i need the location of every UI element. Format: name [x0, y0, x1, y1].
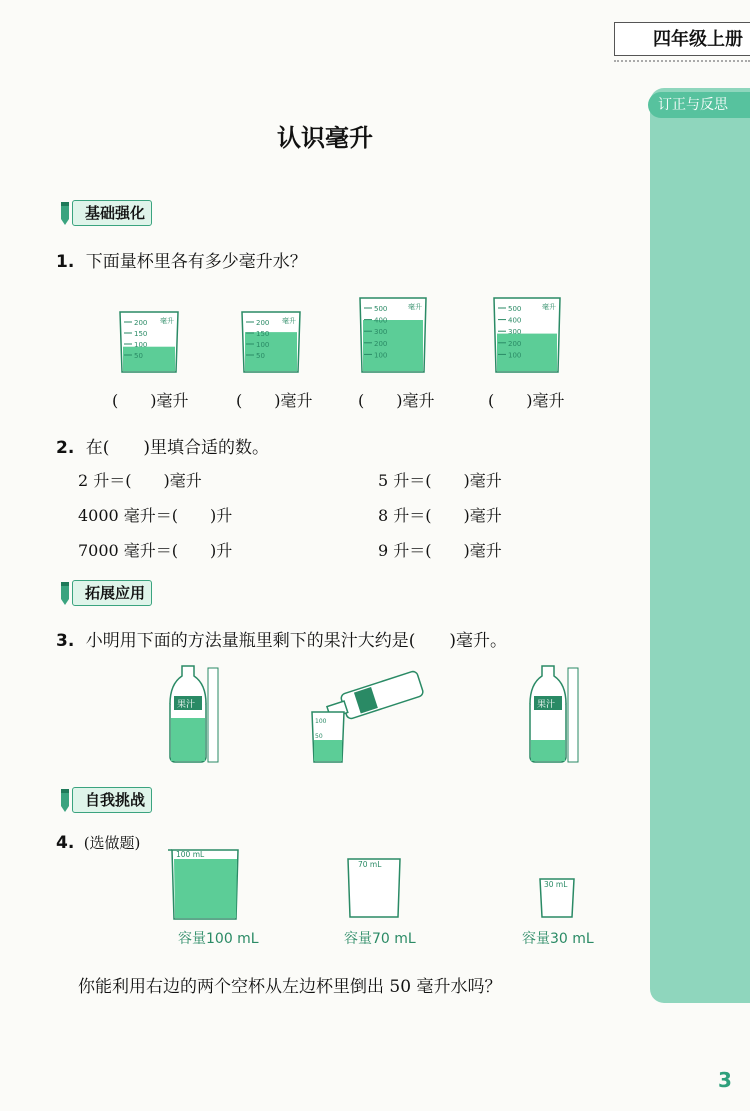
section-label: 基础强化 [72, 200, 152, 226]
pencil-icon [58, 787, 72, 813]
section-label: 拓展应用 [72, 580, 152, 606]
cup-70ml [348, 859, 400, 917]
q4-number: 4. [56, 833, 75, 853]
cup-caption-70: 容量70 mL [344, 931, 416, 947]
unit-label: 毫升 [282, 317, 296, 325]
tick-label: 200 [256, 319, 270, 327]
tick-label: 200 [374, 339, 388, 348]
q2-left-3: 7000 毫升＝( )升 [78, 541, 233, 560]
tick-label: 100 [374, 351, 388, 360]
unit-label: 毫升 [408, 303, 422, 311]
cup-label: 30 mL [544, 880, 568, 889]
q1-answer-3: ( )毫升 [358, 391, 435, 410]
tick-label: 100 [256, 341, 270, 349]
tick-label: 400 [508, 316, 522, 325]
small-measuring-cup [312, 712, 344, 762]
tick-label: 150 [134, 330, 148, 338]
bottle-label: 果汁 [537, 700, 556, 710]
q1-cups [110, 292, 600, 382]
q2-left-2: 4000 毫升＝( )升 [78, 506, 233, 525]
review-panel [650, 88, 750, 1003]
q2-right-2: 8 升＝( )毫升 [378, 506, 502, 525]
measuring-cup [360, 298, 426, 372]
tick-label: 400 [374, 316, 388, 325]
q2-right-3: 9 升＝( )毫升 [378, 541, 502, 560]
q1-number: 1. [56, 252, 75, 272]
section-challenge [58, 787, 152, 813]
unit-label: 毫升 [160, 317, 174, 325]
cup-caption-100: 容量100 mL [178, 931, 259, 947]
water-level [123, 347, 175, 371]
cup-tick: 50 [315, 733, 323, 740]
page-number: 3 [718, 1068, 732, 1092]
tick-label: 50 [134, 352, 143, 360]
q4-note: (选做题) [83, 834, 141, 852]
cup-label: 70 mL [358, 860, 382, 869]
tick-label: 500 [508, 305, 522, 313]
tick-label: 500 [374, 305, 388, 313]
q4-cups [160, 845, 600, 925]
q2-number: 2. [56, 438, 75, 458]
tick-label: 300 [374, 328, 388, 337]
cup-label: 100 mL [176, 850, 205, 859]
grade-header: 四年级上册 [614, 22, 750, 56]
q4-line [56, 832, 140, 853]
q3-number: 3. [56, 631, 75, 651]
q1-line [56, 247, 307, 272]
tick-label: 150 [256, 330, 270, 338]
q3-illustration [160, 660, 600, 770]
water-level [363, 320, 423, 371]
water-level [245, 332, 297, 371]
q1-answer-2: ( )毫升 [236, 391, 313, 410]
cup-tick: 100 [315, 718, 327, 725]
measuring-cup [120, 312, 178, 372]
measuring-cup [242, 312, 300, 372]
tick-label: 200 [508, 339, 522, 348]
q1-answer-4: ( )毫升 [488, 391, 565, 410]
section-label: 自我挑战 [72, 787, 152, 813]
section-basic [58, 200, 152, 226]
header-divider [614, 60, 750, 62]
pencil-icon [58, 580, 72, 606]
water-level [497, 334, 557, 371]
q2-line [56, 433, 269, 458]
unit-label: 毫升 [542, 303, 556, 311]
juice-bottle-full [170, 666, 218, 762]
cup-caption-30: 容量30 mL [522, 931, 594, 947]
tick-label: 50 [256, 352, 265, 360]
q2-text: 在( )里填合适的数。 [85, 438, 269, 458]
q4-question: 你能利用右边的两个空杯从左边杯里倒出 50 毫升水吗？ [78, 977, 502, 997]
pencil-icon [58, 200, 72, 226]
tick-label: 300 [508, 328, 522, 337]
q2-right-1: 5 升＝( )毫升 [378, 471, 502, 490]
tick-label: 100 [134, 341, 148, 349]
juice-bottle-remaining [530, 666, 578, 762]
q3-line [56, 626, 507, 651]
section-extend [58, 580, 152, 606]
bottle-label: 果汁 [177, 700, 196, 710]
cup-100ml [168, 850, 238, 919]
q1-answer-1: ( )毫升 [112, 391, 189, 410]
tick-label: 200 [134, 319, 148, 327]
review-tab: 订正与反思 [648, 92, 750, 118]
cup-30ml [540, 879, 574, 917]
measuring-cup [494, 298, 560, 372]
page-title: 认识毫升 [277, 124, 373, 152]
tick-label: 100 [508, 351, 522, 360]
q3-text: 小明用下面的方法量瓶里剩下的果汁大约是( )毫升。 [85, 631, 507, 651]
q1-text: 下面量杯里各有多少毫升水？ [85, 252, 307, 272]
q2-left-1: 2 升＝( )毫升 [78, 471, 202, 490]
